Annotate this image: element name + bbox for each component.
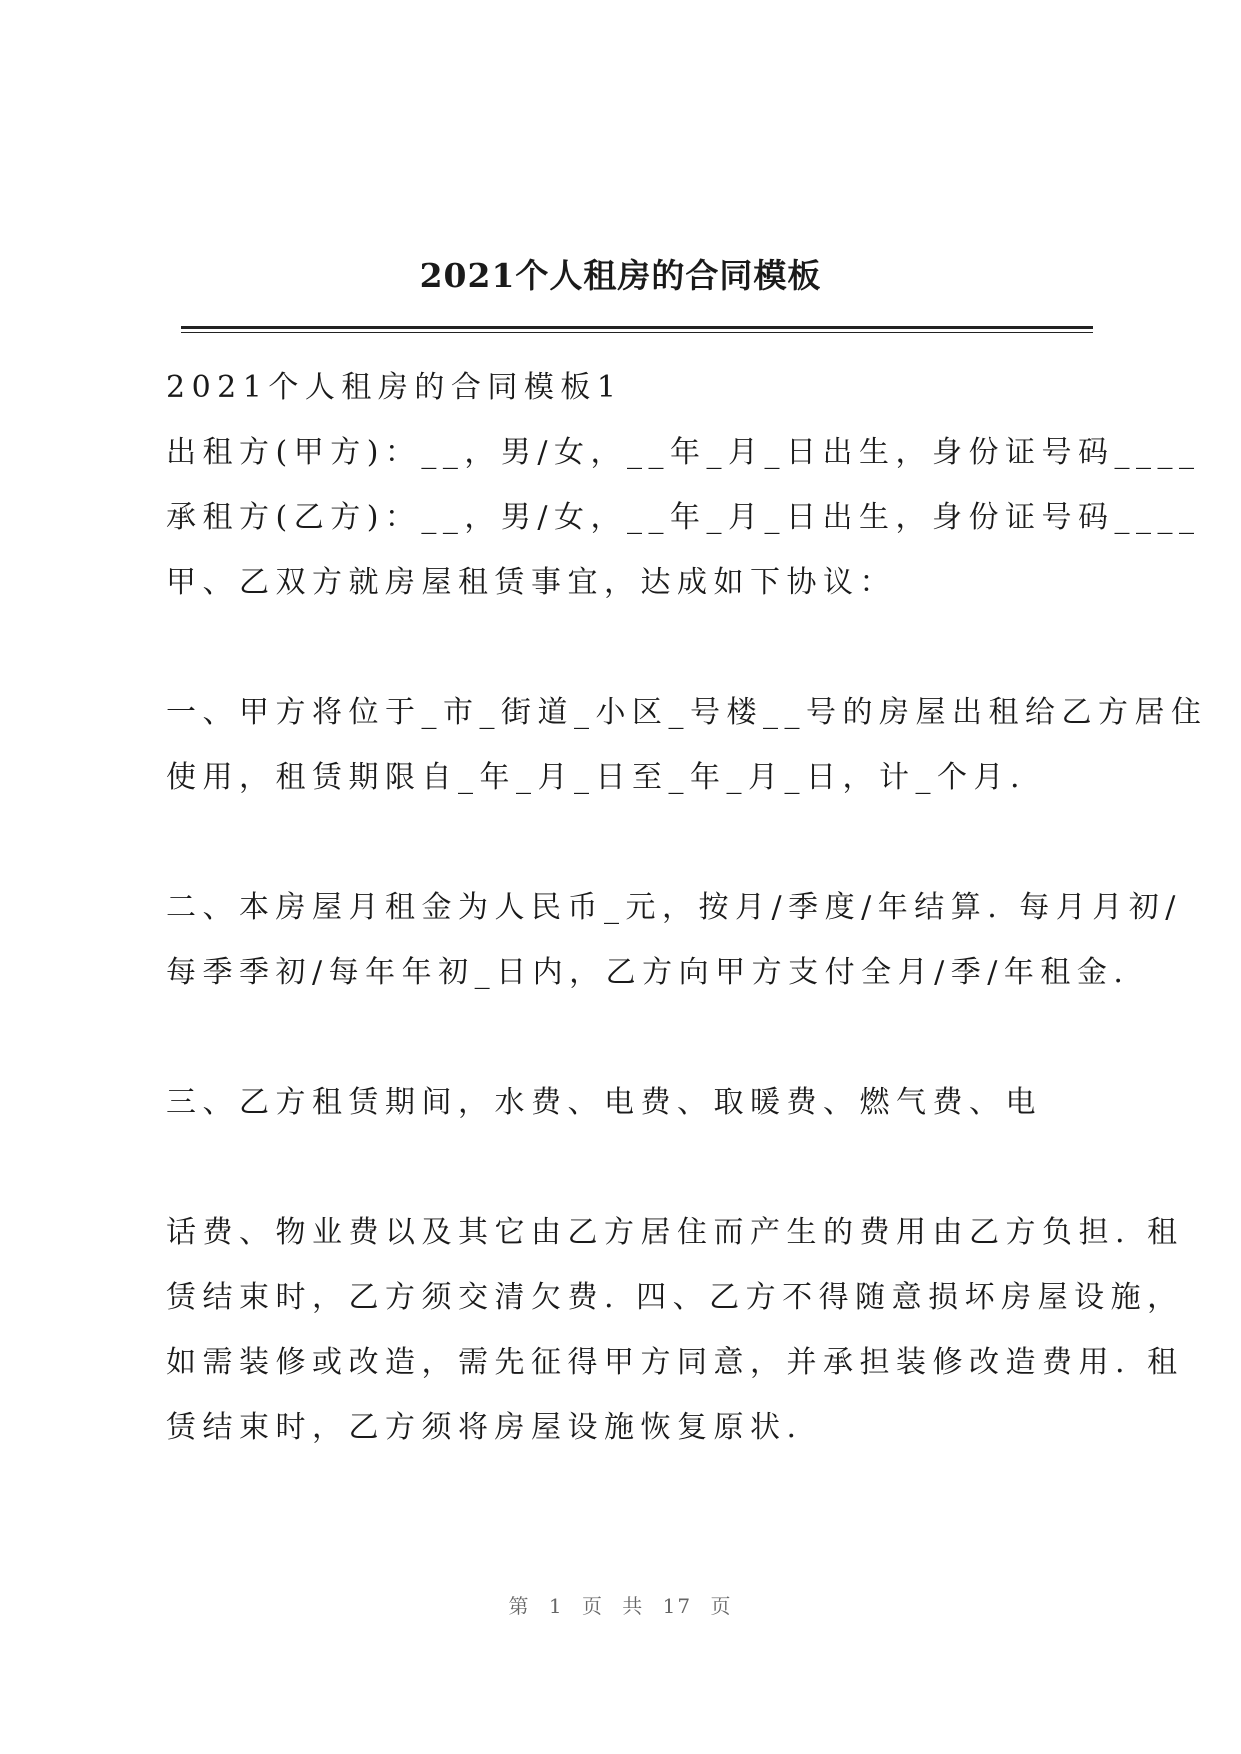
clause-4-line-2: 赁结束时，乙方须将房屋设施恢复原状. [166,1410,803,1445]
clause-3-line-2: 话费、物业费以及其它由乙方居住而产生的费用由乙方负担. 租 [166,1215,1184,1250]
clause-3-line-1: 三、乙方租赁期间，水费、电费、取暖费、燃气费、电 [166,1085,1042,1120]
title-divider-thin [181,332,1093,333]
clause-2-line-2: 每季季初/每年年初_日内，乙方向甲方支付全月/季/年租金. [166,955,1130,990]
agreement-intro: 甲、乙双方就房屋租赁事宜，达成如下协议： [166,565,896,600]
document-body [166,355,1208,1460]
title-divider-thick [181,326,1093,329]
clause-4-line-1: 如需装修或改造，需先征得甲方同意，并承担装修改造费用. 租 [166,1345,1184,1380]
page-number: 第 1 页 共 17 页 [508,1594,733,1618]
clause-1-line-2: 使用，租赁期限自_年_月_日至_年_月_日，计_个月. [166,760,1027,795]
document-title: 2021个人租房的合同模板 [419,256,822,295]
clause-1-line-1: 一、甲方将位于_市_街道_小区_号楼__号的房屋出租给乙方居住 [166,695,1208,730]
section-heading: 2021个人租房的合同模板1 [166,370,623,405]
lessor-line: 出租方(甲方)：__，男/女，__年_月_日出生，身份证号码____ [166,435,1201,470]
lessee-line: 承租方(乙方)：__，男/女，__年_月_日出生，身份证号码____ [166,500,1201,535]
clause-3-line-3: 赁结束时，乙方须交清欠费. 四、乙方不得随意损坏房屋设施， [166,1280,1184,1315]
clause-2-line-1: 二、本房屋月租金为人民币_元，按月/季度/年结算. 每月月初/ [166,890,1182,925]
